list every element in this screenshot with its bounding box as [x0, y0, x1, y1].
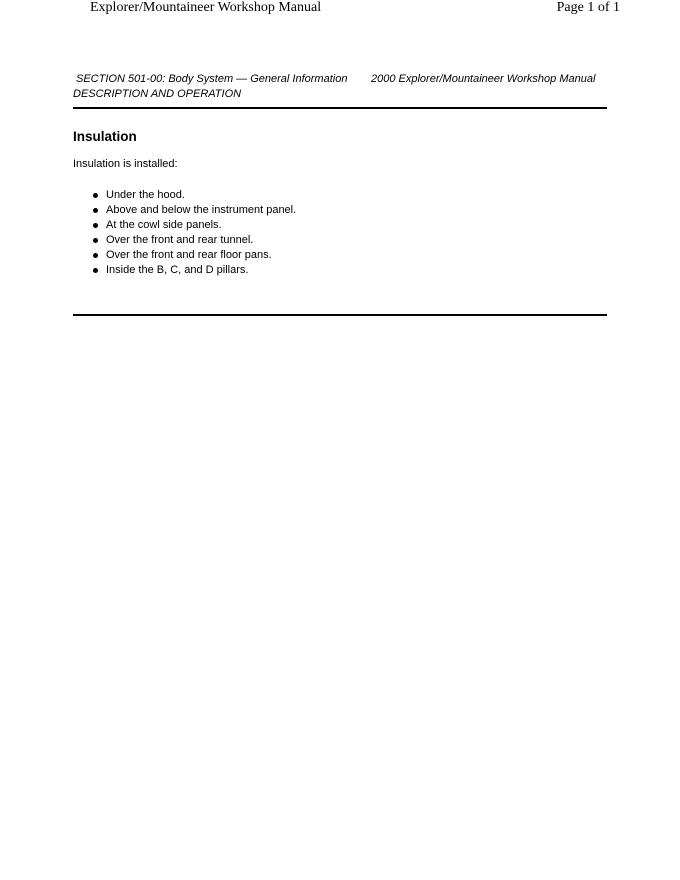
intro-text: Insulation is installed: — [73, 158, 178, 170]
document-body — [73, 73, 607, 316]
bullet-icon — [93, 268, 98, 273]
section-subtitle: DESCRIPTION AND OPERATION — [73, 88, 242, 100]
list-item — [106, 263, 607, 278]
list-item — [106, 218, 607, 233]
section-header — [73, 73, 607, 88]
bullet-icon — [93, 193, 98, 198]
list-item — [106, 233, 607, 248]
manual-title: 2000 Explorer/Mountaineer Workshop Manual — [371, 73, 596, 85]
list-item — [106, 188, 607, 203]
page-heading: Insulation — [73, 129, 137, 144]
top-divider — [73, 107, 607, 109]
bottom-divider — [73, 314, 607, 316]
print-header — [0, 0, 680, 20]
list-item-text: At the cowl side panels. — [106, 219, 222, 231]
list-item-text: Above and below the instrument panel. — [106, 204, 297, 216]
print-header-title: Explorer/Mountaineer Workshop Manual — [90, 0, 322, 15]
list-item-text: Over the front and rear floor pans. — [106, 249, 272, 261]
bullet-icon — [93, 238, 98, 243]
list-item-text: Under the hood. — [106, 189, 185, 201]
list-item-text: Inside the B, C, and D pillars. — [106, 264, 249, 276]
bullet-icon — [93, 208, 98, 213]
bullet-icon — [93, 223, 98, 228]
list-item — [106, 203, 607, 218]
list-item-text: Over the front and rear tunnel. — [106, 234, 254, 246]
list-item — [106, 248, 607, 263]
bullet-icon — [93, 253, 98, 258]
section-title: SECTION 501-00: Body System — General Information — [76, 73, 348, 85]
page-number: Page 1 of 1 — [556, 0, 620, 15]
insulation-list — [73, 188, 607, 278]
